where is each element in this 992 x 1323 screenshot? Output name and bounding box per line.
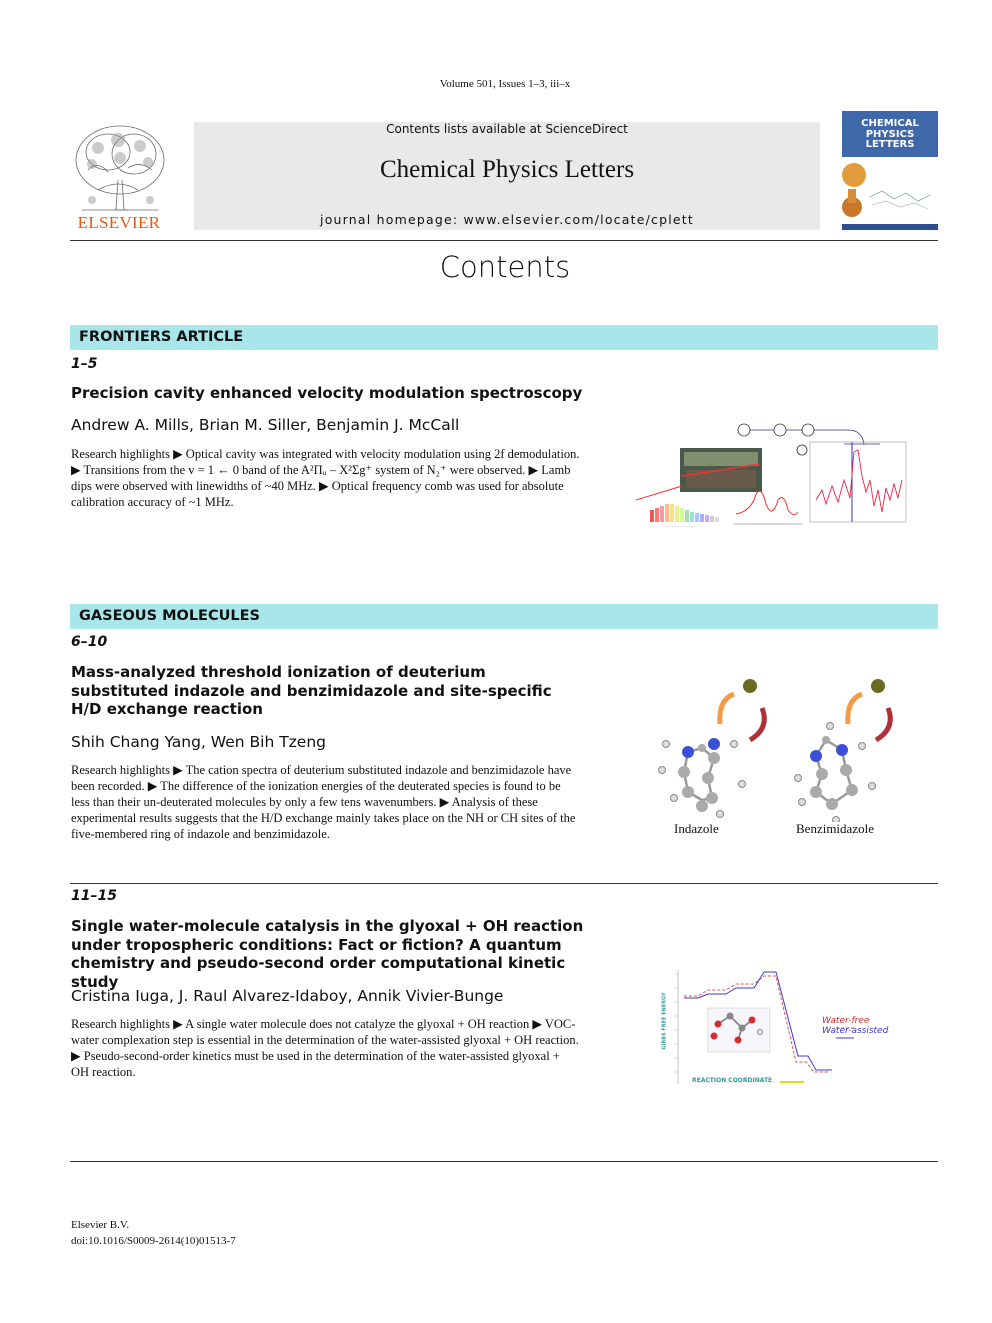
header-rule [70,240,938,241]
section-label: FRONTIERS ARTICLE [79,329,244,345]
sciencedirect-notice: Contents lists available at ScienceDirect [386,122,628,136]
y-axis-label: GIBBS FREE ENERGY [661,992,668,1050]
section-label: GASEOUS MOLECULES [79,608,260,624]
volume-info: Volume 501, Issues 1–3, iii–x [439,78,571,90]
graphical-abstract-molecules [646,674,906,840]
article-highlights: Research highlights ▶ The cation spectra of deuterium substituted indazole and benzimidazole have been recorded. ▶ The difference of the ionization energies of the deuterated species is found to be less than their un-deuterated molecules by only a few tens wavenumbers. ▶ Analysis of these experimental results suggests that the H/D exchange mainly takes place on the NH or CH sites of the five-membered ring of indazole and benzimidazole. [71,763,576,841]
article-highlights: Research highlights ▶ Optical cavity was integrated with velocity modulation using 2f demodulation. ▶ Transitions from the v = 1 ← 0 band of the A²Πᵤ – X²Σg⁺ system of N₂⁺ were observed. ▶ Lamb dips were observed with linewidths of ~40 MHz. ▶ Optical frequency comb was used for absolute calibration accuracy of ~1 MHz. [71,447,580,509]
article-pages: 6–10 [71,634,108,650]
cover-title: CHEMICAL PHYSICS LETTERS [861,118,919,150]
x-axis-label: REACTION COORDINATE [692,1077,773,1084]
article-divider [70,883,938,884]
footer-publisher: Elsevier B.V. [71,1219,130,1231]
article-title[interactable]: Mass-analyzed threshold ionization of deuterium substituted indazole and benzimidazole and site-specific H/D exchange reaction [71,663,552,718]
elsevier-wordmark: ELSEVIER [77,213,161,232]
article-authors: Cristina Iuga, J. Raul Alvarez-Idaboy, Annik Vivier-Bunge [71,987,504,1005]
journal-cover [842,111,938,230]
figure-label-benzimidazole: Benzimidazole [796,821,874,836]
article-authors: Shih Chang Yang, Wen Bih Tzeng [71,733,327,751]
figure-label-indazole: Indazole [674,821,719,836]
graphical-abstract-energy-diagram [656,966,902,1090]
footer-doi[interactable]: doi:10.1016/S0009-2614(10)01513-7 [71,1235,236,1247]
footer-rule [70,1161,938,1162]
legend-water-assisted: Water-assisted [822,1026,889,1036]
page-title: Contents [439,250,571,284]
article-highlights: Research highlights ▶ A single water molecule does not catalyze the glyoxal + OH reaction ▶ VOC-water complexation step is essential in the determination of the water-assisted glyoxal + OH reaction. ▶ Pseudo-second-order kinetics must be used in the determination of the water-assisted glyoxal + OH reaction. [71,1017,579,1079]
legend-water-free: Water-free [822,1016,870,1026]
article-authors: Andrew A. Mills, Brian M. Siller, Benjamin J. McCall [71,416,460,434]
article-title[interactable]: Single water-molecule catalysis in the glyoxal + OH reaction under tropospheric conditions: Fact or fiction? A quantum chemistry and pseudo-second order computational kinetic study [71,917,584,991]
journal-title: Chemical Physics Letters [379,156,635,183]
graphical-abstract-spectroscopy [636,420,912,532]
article-pages: 1–5 [71,356,98,372]
article-title[interactable]: Precision cavity enhanced velocity modulation spectroscopy [71,384,583,402]
svg-text:· · · · · · · · · ·: · · · · · · · · · · [666,525,694,530]
journal-homepage-link[interactable]: journal homepage: www.elsevier.com/locate/cplett [320,212,694,227]
article-pages: 11–15 [71,888,117,904]
